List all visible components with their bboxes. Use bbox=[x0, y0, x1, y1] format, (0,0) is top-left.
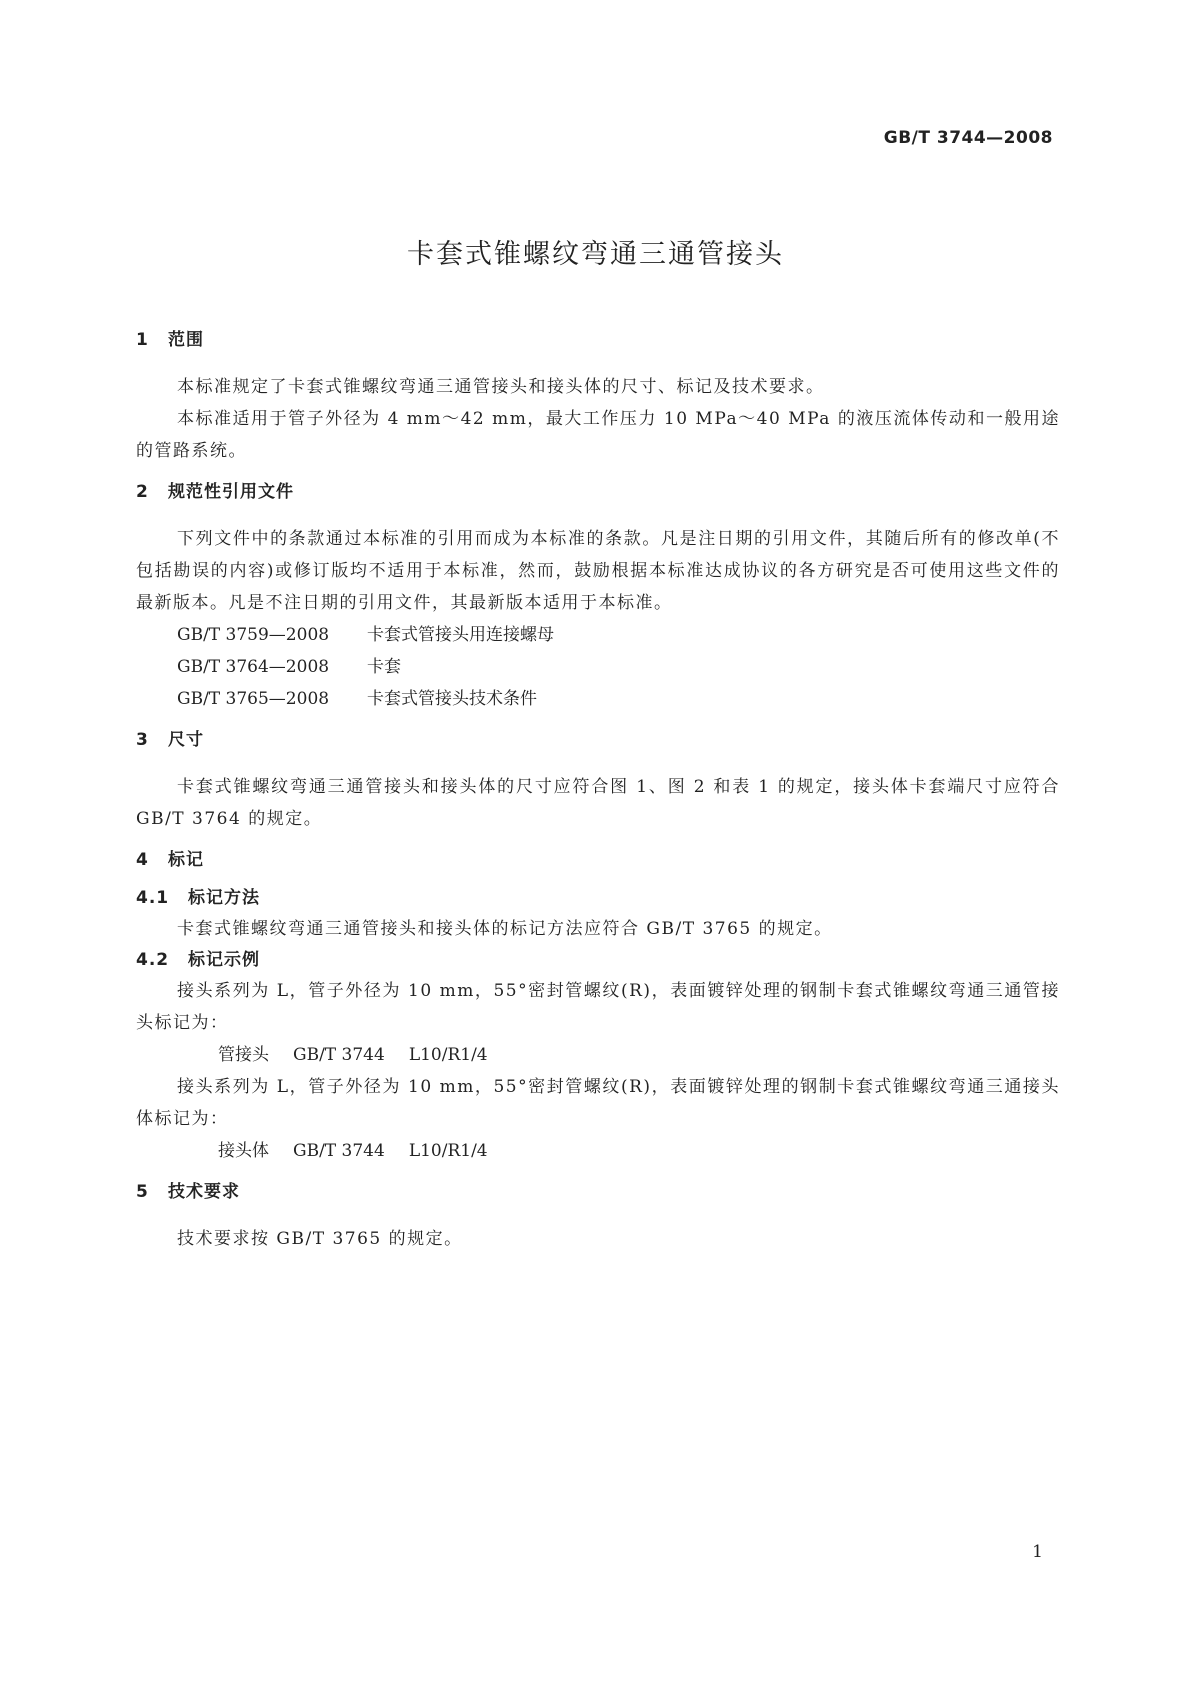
reference-code: GB/T 3759—2008 bbox=[177, 625, 330, 645]
reference-code: GB/T 3764—2008 bbox=[177, 657, 330, 677]
document-title: 卡套式锥螺纹弯通三通管接头 bbox=[407, 239, 784, 270]
marking-example-1-text: 接头系列为 L，管子外径为 10 mm，55°密封管螺纹(R)，表面镀锌处理的钢制卡套式锥螺纹弯通三通管接头标记为： bbox=[136, 981, 1060, 1033]
section-title: 标记 bbox=[168, 850, 204, 870]
subsection-4-2-heading bbox=[136, 945, 1060, 975]
page-number: 1 bbox=[1032, 1542, 1043, 1562]
section-2-heading bbox=[136, 477, 1060, 507]
marking-code: L10/R1/4 bbox=[408, 1141, 488, 1161]
section-number: 4 bbox=[136, 850, 149, 870]
reference-item bbox=[136, 619, 1060, 651]
marking-name: 管接头 bbox=[218, 1045, 269, 1065]
reference-item bbox=[136, 651, 1060, 683]
section-number: 3 bbox=[136, 730, 149, 750]
marking-example-2-text: 接头系列为 L，管子外径为 10 mm，55°密封管螺纹(R)，表面镀锌处理的钢制卡套式锥螺纹弯通三通接头体标记为： bbox=[136, 1077, 1060, 1129]
subsection-number: 4.2 bbox=[136, 950, 170, 970]
reference-name: 卡套 bbox=[367, 657, 401, 677]
reference-item bbox=[136, 683, 1060, 715]
section-title: 技术要求 bbox=[168, 1182, 240, 1202]
marking-name: 接头体 bbox=[218, 1141, 269, 1161]
marking-example-2 bbox=[136, 1135, 1060, 1167]
normative-references-paragraph: 下列文件中的条款通过本标准的引用而成为本标准的条款。凡是注日期的引用文件，其随后所有的修改单(不包括勘误的内容)或修订版均不适用于本标准，然而，鼓励根据本标准达成协议的各方研究是否可使用这些文件的最新版本。凡是不注日期的引用文件，其最新版本适用于本标准。 bbox=[136, 529, 1060, 613]
dimensions-paragraph: 卡套式锥螺纹弯通三通管接头和接头体的尺寸应符合图 1、图 2 和表 1 的规定，接头体卡套端尺寸应符合 GB/T 3764 的规定。 bbox=[136, 777, 1060, 829]
section-title: 尺寸 bbox=[168, 730, 204, 750]
subsection-title: 标记示例 bbox=[188, 950, 260, 970]
section-number: 1 bbox=[136, 330, 149, 350]
subsection-title: 标记方法 bbox=[188, 888, 260, 908]
subsection-number: 4.1 bbox=[136, 888, 170, 908]
marking-method-paragraph: 卡套式锥螺纹弯通三通管接头和接头体的标记方法应符合 GB/T 3765 的规定。 bbox=[177, 919, 833, 939]
marking-standard: GB/T 3744 bbox=[293, 1045, 385, 1065]
marking-example-1 bbox=[136, 1039, 1060, 1071]
marking-standard: GB/T 3744 bbox=[293, 1141, 385, 1161]
section-1-heading bbox=[136, 325, 1060, 355]
reference-name: 卡套式管接头技术条件 bbox=[367, 689, 537, 709]
section-4-heading bbox=[136, 845, 1060, 875]
section-3-heading bbox=[136, 725, 1060, 755]
section-5-heading bbox=[136, 1177, 1060, 1207]
section-title: 范围 bbox=[168, 330, 204, 350]
section-title: 规范性引用文件 bbox=[168, 482, 294, 502]
technical-requirements-paragraph: 技术要求按 GB/T 3765 的规定。 bbox=[177, 1229, 463, 1249]
subsection-4-1-heading bbox=[136, 883, 1060, 913]
reference-code: GB/T 3765—2008 bbox=[177, 689, 330, 709]
reference-name: 卡套式管接头用连接螺母 bbox=[367, 625, 554, 645]
standard-code: GB/T 3744—2008 bbox=[883, 128, 1053, 148]
section-number: 2 bbox=[136, 482, 149, 502]
scope-paragraph-2: 本标准适用于管子外径为 4 mm～42 mm，最大工作压力 10 MPa～40 MPa 的液压流体传动和一般用途的管路系统。 bbox=[136, 409, 1060, 461]
section-number: 5 bbox=[136, 1182, 149, 1202]
document-body bbox=[136, 325, 1060, 1255]
marking-code: L10/R1/4 bbox=[408, 1045, 488, 1065]
scope-paragraph-1: 本标准规定了卡套式锥螺纹弯通三通管接头和接头体的尺寸、标记及技术要求。 bbox=[177, 377, 825, 397]
